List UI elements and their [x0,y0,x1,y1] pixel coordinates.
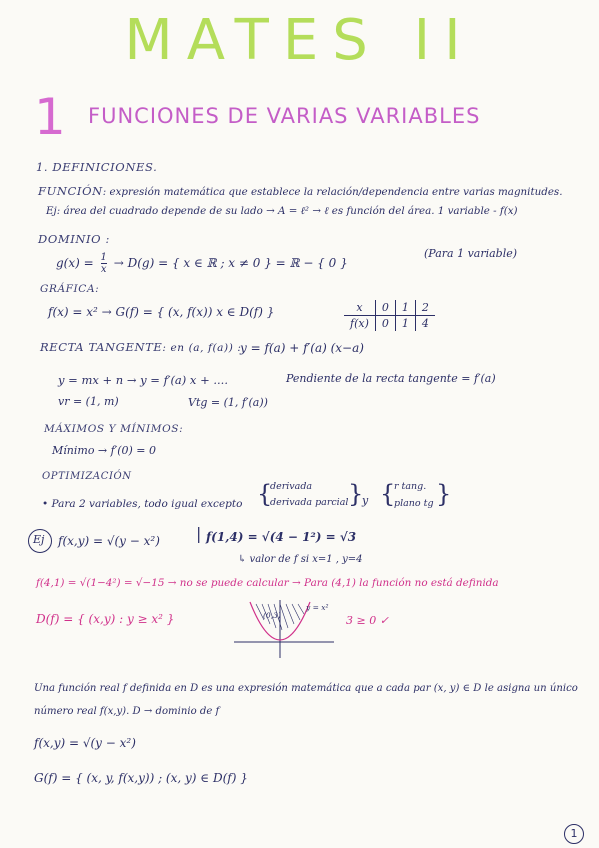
dominio-lhs: g(x) = [56,256,94,270]
dominio-rhs: → D(g) = { x ∈ ℝ ; x ≠ 0 } = ℝ − { 0 } [113,256,348,270]
dominio-note: (Para 1 variable) [424,247,518,260]
definicion-line2: número real f(x,y). D → dominio de f [34,706,220,717]
table-cell: 2 [415,300,435,316]
brace2-top: r tang. [394,481,427,492]
sketch-curve-label: y = x² [306,603,329,612]
brace2-bottom: plano tg [394,498,434,509]
ejemplo-evaluation: f(1,4) = √(4 − 1²) = √3 [206,530,357,544]
ejemplo-area: Ej: área del cuadrado depende de su lado → A = ℓ² → ℓ es función del área. 1 variable - f(x) [46,205,518,217]
definicion-graph: G(f) = { (x, y, f(x,y)) ; (x, y) ∈ D(f) } [34,771,248,785]
recta-equation: y = f(a) + f′(a) (x−a) [240,341,364,355]
chapter-title: FUNCIONES DE VARIAS VARIABLES [88,104,481,128]
values-table-row [344,316,435,332]
main-title: MATES II [124,8,475,73]
section-optimizacion: OPTIMIZACIÓN [42,471,132,482]
funcion-definition [38,184,562,198]
ejemplo-label: Ej [33,533,45,546]
vector-vtg: Vtg = (1, f′(a)) [188,396,268,409]
recta-pendiente: Pendiente de la recta tangente = f′(a) [286,372,496,385]
table-cell: 0 [375,316,395,332]
table-cell: x [344,300,375,316]
vector-vr: vr = (1, m) [58,395,119,408]
brace-right-1: } [348,480,364,508]
funcion-label: FUNCIÓN [38,184,103,198]
ejemplo-evaluation-note: ↳ valor de f si x=1 , y=4 [238,554,363,565]
table-cell: 4 [415,316,435,332]
definicion-fxy: f(x,y) = √(y − x²) [34,736,136,750]
page-number: 1 [564,824,584,844]
table-cell: 1 [395,300,415,316]
ejemplo-undefined-line: f(4,1) = √(1−4²) = √−15 → no se puede calcular → Para (4,1) la función no está definida [36,577,499,589]
chapter-number: 1 [34,88,66,146]
brace-left-2: { [380,480,396,508]
section-recta-tangente [40,340,242,354]
ejemplo-function: f(x,y) = √(y − x²) [58,534,160,548]
ejemplo-check: 3 ≥ 0 ✓ [346,614,389,627]
brace1-top: derivada [270,481,313,492]
table-cell: 1 [395,316,415,332]
definicion-line1: Una función real f definida en D es una expresión matemática que a cada par (x, y) ∈ D le asigna un único [34,683,578,694]
ejemplo-domain: D(f) = { (x,y) : y ≥ x² } [36,612,175,626]
domain-sketch [230,598,340,660]
optimizacion-sep: y [362,494,369,507]
section-dominio: DOMINIO : [38,232,110,246]
recta-heading-suffix: : en (a, f(a)) : [162,342,242,354]
ejemplo-divider: | [196,524,202,543]
recta-line-form: y = mx + n → y = f′(a) x + .... [58,373,228,387]
section-definiciones: 1. DEFINICIONES. [36,160,158,174]
section-maximos-minimos: MÁXIMOS Y MÍNIMOS: [44,423,184,435]
values-table [344,300,435,331]
values-table-header [344,300,435,316]
fraction-denominator: x [100,264,107,275]
brace-right-2: } [436,480,452,508]
sketch-point-label: (0,3) [263,611,281,620]
fraction-numerator: 1 [100,252,107,263]
funcion-text: : expresión matemática que establece la relación/dependencia entre varias magnitudes. [102,186,563,198]
optimizacion-line: • Para 2 variables, todo igual excepto [42,498,243,510]
table-cell: 0 [375,300,395,316]
brace-left-1: { [257,480,273,508]
minimo-condition: Mínimo → f′(0) = 0 [52,444,157,457]
section-grafica: GRÁFICA: [40,283,100,295]
dominio-expression [56,252,348,275]
table-cell: f(x) [350,317,369,330]
grafica-expression: f(x) = x² → G(f) = { (x, f(x)) x ∈ D(f) } [48,305,275,319]
dominio-fraction [101,252,107,275]
brace1-bottom: derivada parcial [270,497,349,508]
recta-heading: RECTA TANGENTE [40,340,163,354]
